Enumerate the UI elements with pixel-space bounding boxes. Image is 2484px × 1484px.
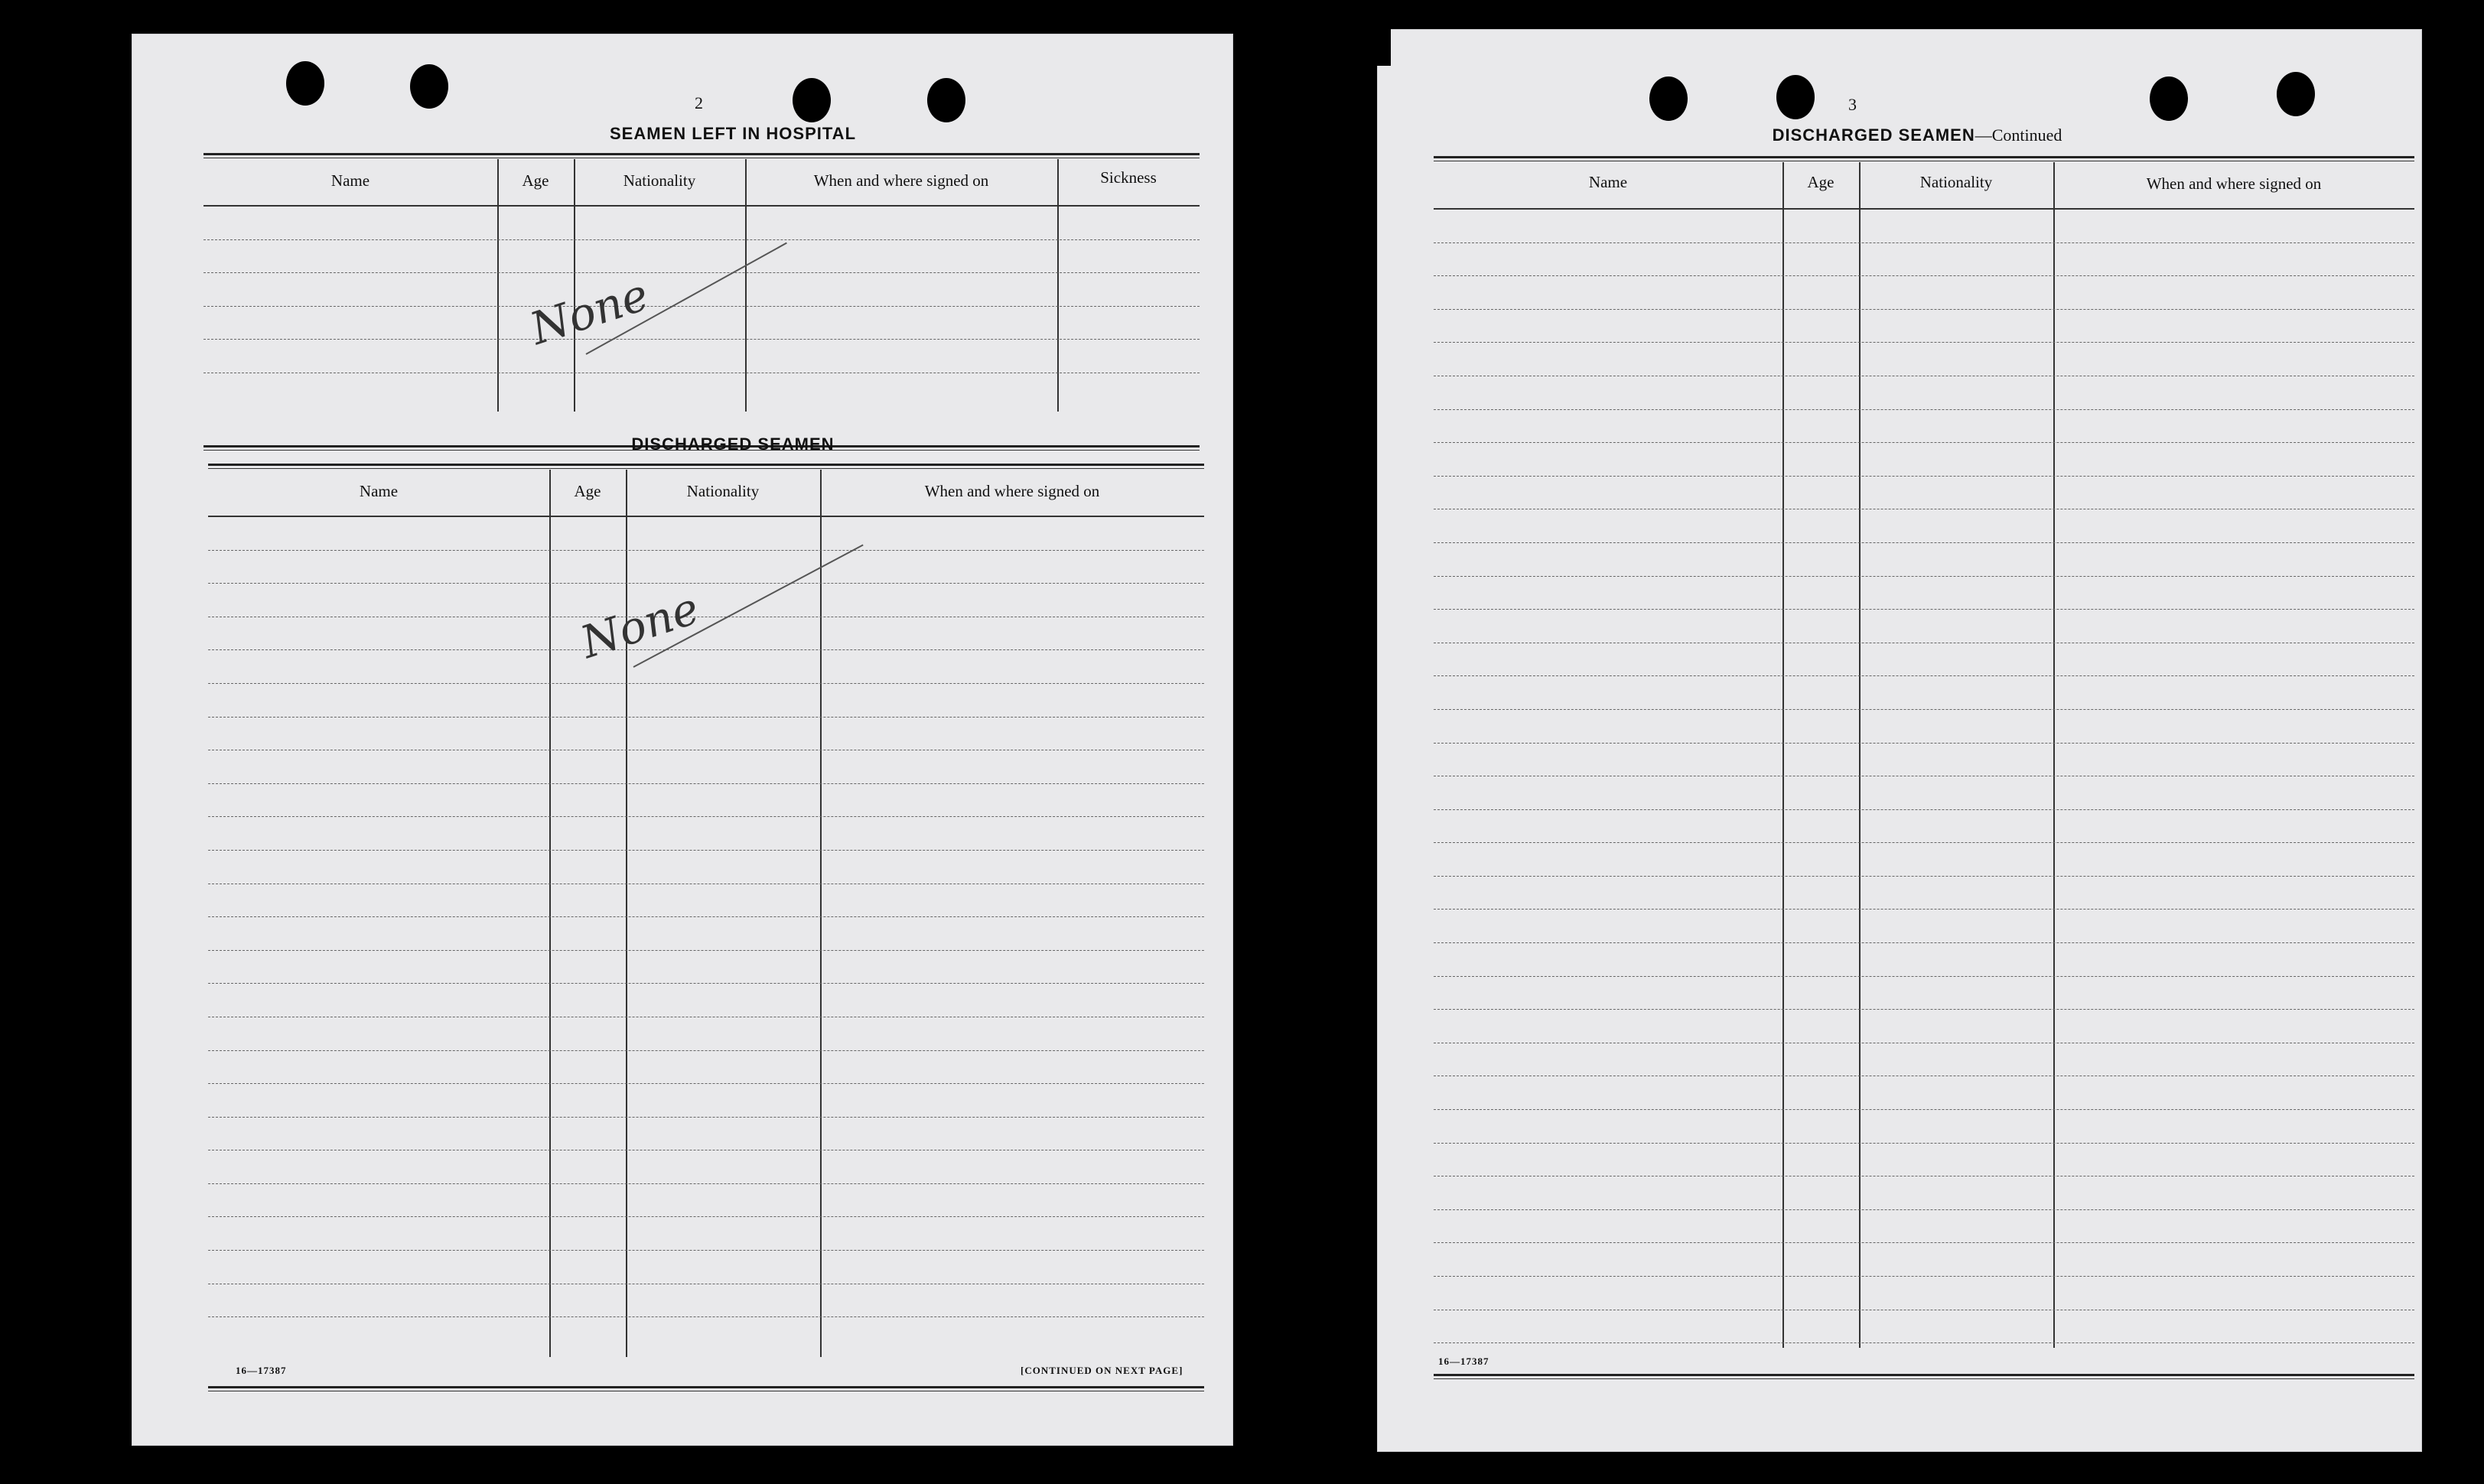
table-row [1434,1243,2414,1277]
table-row [1434,310,2414,343]
table-row [1434,977,2414,1010]
table-row [208,784,1204,818]
discharged-section-title: DISCHARGED SEAMEN [631,434,835,454]
table-row [1434,710,2414,744]
col-header-age: Age [574,482,601,500]
table-row [1434,577,2414,610]
left-page [132,34,1233,1446]
torn-corner [1308,29,1391,66]
col-header-sickness: Sickness [1100,168,1157,187]
col-header-nationality: Nationality [1919,173,1993,191]
table-row [1434,443,2414,477]
table-row [208,1084,1204,1118]
table-row [1434,1043,2414,1077]
form-number: 16—17387 [1438,1355,1489,1367]
table-row [1434,1310,2414,1344]
punch-hole [793,78,831,122]
table-row [208,884,1204,918]
col-header-age: Age [522,171,549,190]
table-row [1434,810,2414,844]
table-row [1434,543,2414,577]
table-row [1434,1144,2414,1177]
col-header-signed-on: When and where signed on [2146,174,2322,193]
table-row [1434,676,2414,710]
table-row [208,684,1204,718]
col-header-signed-on: When and where signed on [924,482,1100,500]
hospital-section-title: SEAMEN LEFT IN HOSPITAL [609,124,857,143]
punch-hole [410,64,448,109]
col-header-signed-on: When and where signed on [813,171,989,190]
col-header-name: Name [359,482,399,500]
table-row [208,1150,1204,1184]
discharged-table [208,464,1204,1395]
discharged-continued-title: DISCHARGED SEAMEN—Continued [1772,125,2062,145]
table-row [208,1251,1204,1284]
table-row [208,650,1204,684]
table-row [208,1051,1204,1085]
handwritten-none: None [523,268,655,355]
table-row [208,984,1204,1017]
punch-hole [286,61,324,106]
table-row [1434,910,2414,943]
table-row [208,1017,1204,1051]
table-row [1434,276,2414,310]
right-page [1377,29,2422,1452]
table-row [1434,1210,2414,1244]
table-row [1434,610,2414,643]
punch-hole [927,78,965,122]
punch-hole [2150,76,2188,121]
table-row [208,951,1204,984]
table-row [203,240,1200,274]
table-row [1434,343,2414,376]
discharged-rows [208,517,1204,1351]
handwritten-none: None [574,581,705,669]
col-header-nationality: Nationality [623,171,696,190]
punch-hole [1776,75,1815,119]
table-row [1434,843,2414,877]
continued-note: [CONTINUED ON NEXT PAGE] [1021,1365,1183,1376]
table-row [208,1184,1204,1218]
table-row [208,1317,1204,1351]
hospital-table [203,153,1200,451]
discharged-continued-rows [1434,210,2414,1377]
table-row [208,817,1204,851]
table-row [1434,509,2414,543]
col-header-nationality: Nationality [686,482,760,500]
table-row [1434,1176,2414,1210]
table-row [1434,1277,2414,1310]
table-row [208,584,1204,617]
table-row [1434,643,2414,677]
table-row [208,1118,1204,1151]
table-row [203,307,1200,340]
table-row [208,718,1204,751]
table-row [1434,776,2414,810]
table-row [208,517,1204,551]
table-row [1434,243,2414,277]
table-row [1434,477,2414,510]
page-number: 3 [1848,95,1857,114]
table-row [208,750,1204,784]
table-row [1434,376,2414,410]
col-header-name: Name [330,171,370,190]
col-header-name: Name [1588,173,1628,191]
table-row [208,617,1204,651]
table-row [1434,1076,2414,1110]
table-row [1434,943,2414,977]
table-row [1434,877,2414,910]
table-row [203,373,1200,407]
table-row [1434,210,2414,243]
table-row [203,207,1200,240]
table-row [208,1217,1204,1251]
punch-hole [2277,72,2315,116]
table-row [208,851,1204,884]
table-row [208,1284,1204,1318]
table-row [1434,1343,2414,1377]
discharged-continued-table [1434,156,2414,1389]
table-row [203,340,1200,373]
table-row [1434,744,2414,777]
punch-hole [1649,76,1688,121]
table-row [1434,1110,2414,1144]
hospital-rows [203,207,1200,407]
col-header-age: Age [1807,173,1835,191]
page-number: 2 [695,93,703,112]
table-row [1434,410,2414,444]
table-row [208,551,1204,584]
table-row [1434,1010,2414,1043]
form-number: 16—17387 [236,1365,287,1376]
table-row [208,917,1204,951]
